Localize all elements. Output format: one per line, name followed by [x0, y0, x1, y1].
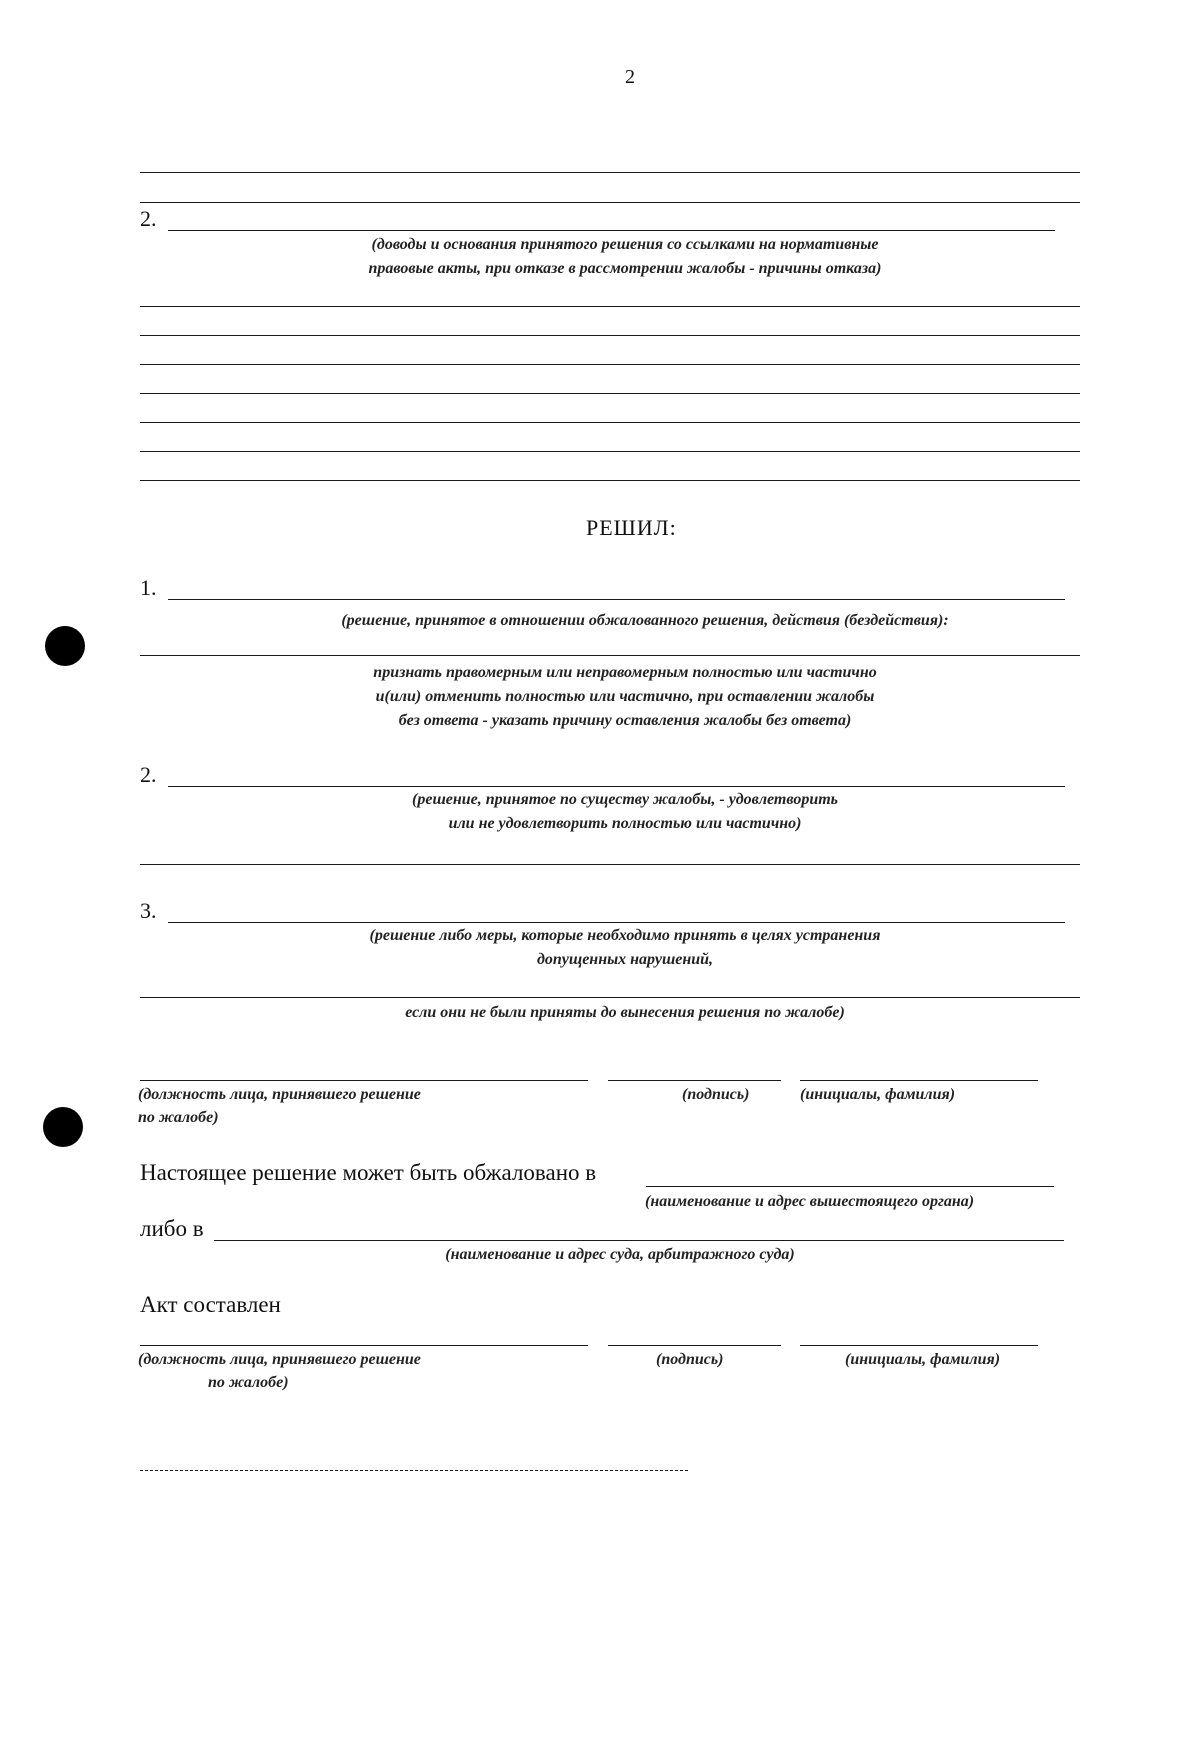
signature-hint: (подпись): [656, 1351, 724, 1368]
fill-line: [140, 864, 1080, 865]
signature-line[interactable]: [608, 1345, 781, 1346]
item-number: 1.: [140, 575, 157, 600]
name-hint: (инициалы, фамилия): [845, 1351, 1001, 1368]
or-text: либо в: [140, 1216, 204, 1241]
position-line[interactable]: [140, 1345, 588, 1346]
fill-line: [140, 202, 1080, 203]
appeal-text: Настоящее решение может быть обжаловано в: [140, 1160, 597, 1185]
punch-hole-top: [45, 626, 85, 666]
item-number: 2.: [140, 206, 157, 231]
fill-line: [140, 655, 1080, 656]
name-line[interactable]: [800, 1345, 1038, 1346]
item-number: 3.: [140, 898, 157, 923]
fill-line: [140, 335, 1080, 336]
field-hint: (решение, принятое в отношении обжалованного решения, действия (бездействия):: [341, 612, 949, 629]
field-hint: (решение либо меры, которые необходимо принять в целях устранения: [369, 927, 881, 944]
fill-line: [140, 451, 1080, 452]
higher-body-hint: (наименование и адрес вышестоящего органа): [645, 1193, 975, 1210]
fill-line[interactable]: [168, 786, 1065, 787]
punch-hole-bottom: [43, 1107, 83, 1147]
name-line[interactable]: [800, 1080, 1038, 1081]
field-hint: (доводы и основания принятого решения со ссылками на нормативные: [371, 236, 879, 253]
field-hint: если они не были приняты до вынесения решения по жалобе): [405, 1004, 845, 1021]
field-hint: или не удовлетворить полностью или частично): [448, 815, 802, 832]
position-hint: по жалобе): [208, 1374, 289, 1391]
fill-line: [140, 306, 1080, 307]
name-hint: (инициалы, фамилия): [800, 1086, 956, 1103]
item-number: 2.: [140, 762, 157, 787]
fill-line[interactable]: [168, 230, 1055, 231]
higher-body-line[interactable]: [646, 1186, 1054, 1187]
fill-line[interactable]: [168, 599, 1065, 600]
position-hint: (должность лица, принявшего решение: [138, 1086, 421, 1103]
fill-line: [140, 997, 1080, 998]
field-hint: признать правомерным или неправомерным полностью или частично: [373, 664, 877, 681]
footnote-separator: [140, 1470, 688, 1471]
position-hint: (должность лица, принявшего решение: [138, 1351, 421, 1368]
field-hint: допущенных нарушений,: [536, 951, 714, 968]
fill-line[interactable]: [168, 922, 1065, 923]
court-hint: (наименование и адрес суда, арбитражного суда): [445, 1246, 795, 1263]
fill-line: [140, 172, 1080, 173]
fill-line: [140, 364, 1080, 365]
field-hint: (решение, принятое по существу жалобы, - удовлетворить: [412, 791, 838, 808]
decision-heading: РЕШИЛ:: [586, 515, 677, 540]
field-hint: и(или) отменить полностью или частично, при оставлении жалобы: [375, 688, 875, 705]
position-line[interactable]: [140, 1080, 588, 1081]
act-label: Акт составлен: [140, 1292, 281, 1317]
fill-line: [140, 422, 1080, 423]
court-line[interactable]: [214, 1240, 1064, 1241]
fill-line: [140, 480, 1080, 481]
page-number: 2: [625, 66, 635, 88]
signature-hint: (подпись): [682, 1086, 750, 1103]
field-hint: без ответа - указать причину оставления жалобы без ответа): [398, 712, 852, 729]
position-hint: по жалобе): [138, 1109, 219, 1126]
fill-line: [140, 393, 1080, 394]
field-hint: правовые акты, при отказе в рассмотрении жалобы - причины отказа): [368, 260, 882, 277]
signature-line[interactable]: [608, 1080, 781, 1081]
